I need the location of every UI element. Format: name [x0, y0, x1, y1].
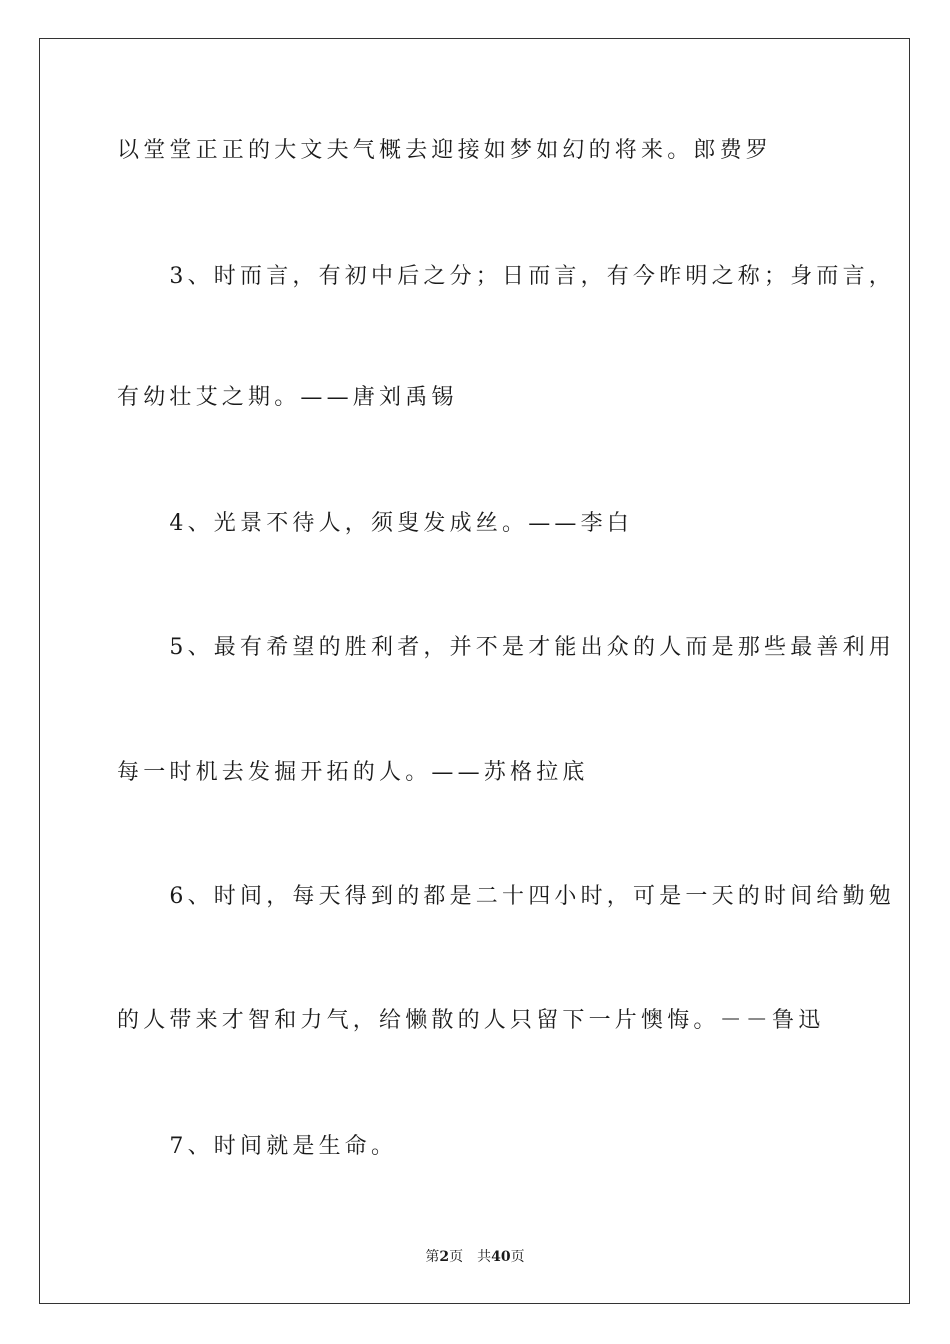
- text-line: 5、最有希望的胜利者，并不是才能出众的人而是那些最善利用: [117, 635, 895, 660]
- text-line: 每一时机去发掘开拓的人。——苏格拉底: [117, 760, 589, 785]
- page-prefix: 第: [425, 1249, 440, 1265]
- text-line: 以堂堂正正的大文夫气概去迎接如梦如幻的将来。郎费罗: [117, 138, 773, 163]
- text-line: 的人带来才智和力气，给懒散的人只留下一片懊悔。－－鲁迅: [117, 1008, 825, 1033]
- text-line: 7、时间就是生命。: [117, 1134, 398, 1159]
- text-line: 有幼壮艾之期。——唐刘禹锡: [117, 385, 458, 410]
- page-current: 2: [439, 1249, 450, 1265]
- text-line: 4、光景不待人，须叟发成丝。——李白: [117, 511, 633, 536]
- page-suffix: 页 共: [449, 1249, 492, 1265]
- page-border: [39, 38, 910, 1304]
- text-line: 3、时而言，有初中后之分；日而言，有今昨明之称；身而言，: [117, 264, 895, 289]
- total-suffix: 页: [510, 1249, 525, 1265]
- page-total: 40: [491, 1249, 511, 1265]
- text-line: 6、时间，每天得到的都是二十四小时，可是一天的时间给勤勉: [117, 884, 895, 909]
- page-number-footer: [0, 1246, 950, 1266]
